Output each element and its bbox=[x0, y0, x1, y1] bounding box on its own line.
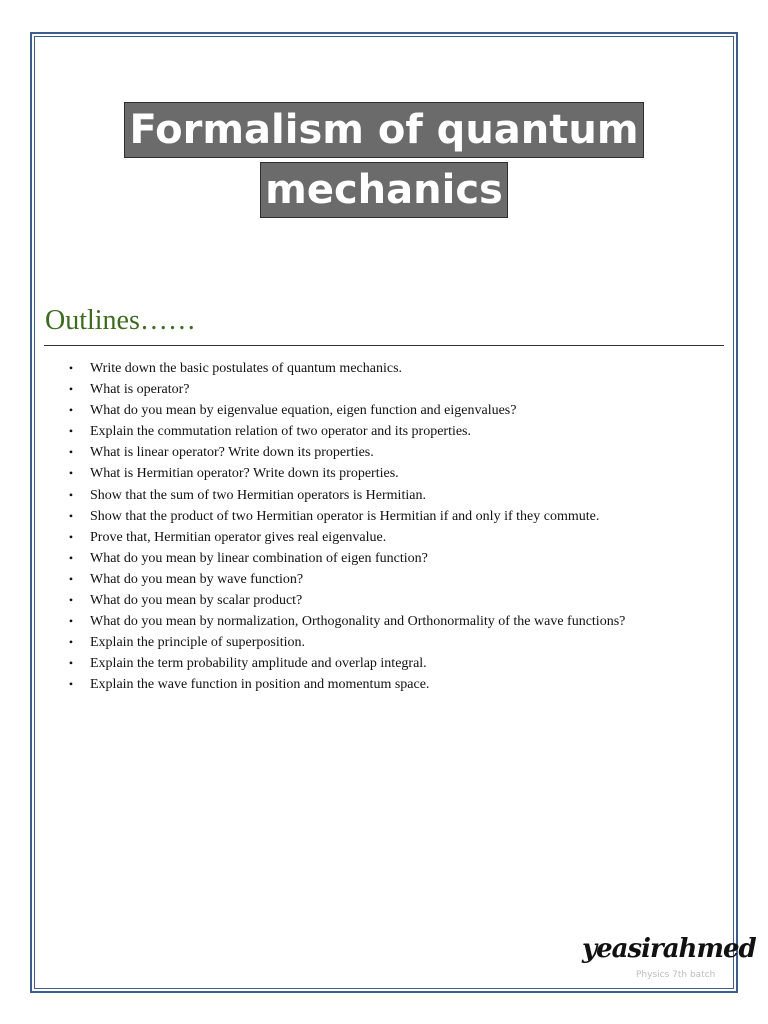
outline-item-text: What do you mean by scalar product? bbox=[90, 593, 303, 609]
bullet-icon: • bbox=[68, 361, 74, 375]
bullet-icon: • bbox=[68, 466, 74, 481]
outline-item-text: Write down the basic postulates of quantum mechanics. bbox=[90, 361, 403, 376]
outline-item-text: What do you mean by wave function? bbox=[90, 571, 304, 587]
outline-item-text: What is operator? bbox=[90, 382, 190, 398]
bullet-icon: • bbox=[68, 677, 74, 692]
bullet-icon: • bbox=[68, 529, 74, 544]
outline-item-text: Explain the term probability amplitude and overlap integral. bbox=[90, 656, 427, 672]
outline-item bbox=[66, 674, 625, 695]
outline-item-text: Explain the principle of superposition. bbox=[90, 635, 306, 651]
bullet-icon: • bbox=[68, 593, 74, 608]
outline-item bbox=[66, 506, 625, 527]
outline-item-text: What is linear operator? Write down its properties. bbox=[90, 445, 374, 461]
bullet-icon: • bbox=[68, 424, 74, 439]
bullet-icon: • bbox=[68, 403, 74, 418]
outline-item bbox=[66, 442, 625, 463]
outline-item bbox=[66, 569, 625, 590]
title-block bbox=[0, 102, 768, 218]
outline-item bbox=[66, 400, 625, 421]
bullet-icon: • bbox=[68, 614, 74, 629]
bullet-icon: • bbox=[68, 550, 74, 565]
outline-item bbox=[66, 548, 625, 569]
outline-item-text: Explain the commutation relation of two operator and its properties. bbox=[90, 424, 472, 440]
outline-item-text: What do you mean by normalization, Orthogonality and Orthonormality of the wave functions? bbox=[90, 614, 626, 630]
title-line-1: Formalism of quantum bbox=[124, 102, 643, 158]
outline-item bbox=[66, 653, 625, 674]
title-line-2: mechanics bbox=[260, 162, 508, 218]
bullet-icon: • bbox=[68, 382, 74, 397]
outline-item-text: Prove that, Hermitian operator gives real eigenvalue. bbox=[90, 529, 387, 545]
bullet-icon: • bbox=[68, 635, 74, 650]
bullet-icon: • bbox=[68, 508, 74, 523]
bullet-icon: • bbox=[68, 571, 74, 586]
outline-item bbox=[66, 527, 625, 548]
outline-item-text: Show that the sum of two Hermitian operators is Hermitian. bbox=[90, 487, 426, 503]
outline-item bbox=[66, 358, 625, 379]
outline-item bbox=[66, 485, 625, 506]
outline-item bbox=[66, 379, 625, 400]
bullet-icon: • bbox=[68, 487, 74, 502]
outline-item bbox=[66, 611, 625, 632]
signature-subtitle: Physics 7th batch bbox=[636, 970, 716, 980]
outline-item-text: Explain the wave function in position and momentum space. bbox=[90, 677, 430, 693]
outline-item bbox=[66, 590, 625, 611]
outlines-divider bbox=[44, 345, 724, 346]
outlines-heading: Outlines…… bbox=[45, 305, 196, 336]
signature: yeasirahmed bbox=[582, 934, 756, 964]
outline-item-text: What do you mean by linear combination of eigen function? bbox=[90, 550, 428, 566]
outline-item bbox=[66, 463, 625, 484]
outline-item bbox=[66, 421, 625, 442]
outline-item-text: What is Hermitian operator? Write down its properties. bbox=[90, 466, 399, 482]
outline-list bbox=[66, 358, 625, 696]
outline-item bbox=[66, 632, 625, 653]
bullet-icon: • bbox=[68, 445, 74, 460]
outline-item-text: Show that the product of two Hermitian operator is Hermitian if and only if they commute. bbox=[90, 508, 600, 524]
bullet-icon: • bbox=[68, 656, 74, 671]
outline-item-text: What do you mean by eigenvalue equation, eigen function and eigenvalues? bbox=[90, 403, 517, 419]
